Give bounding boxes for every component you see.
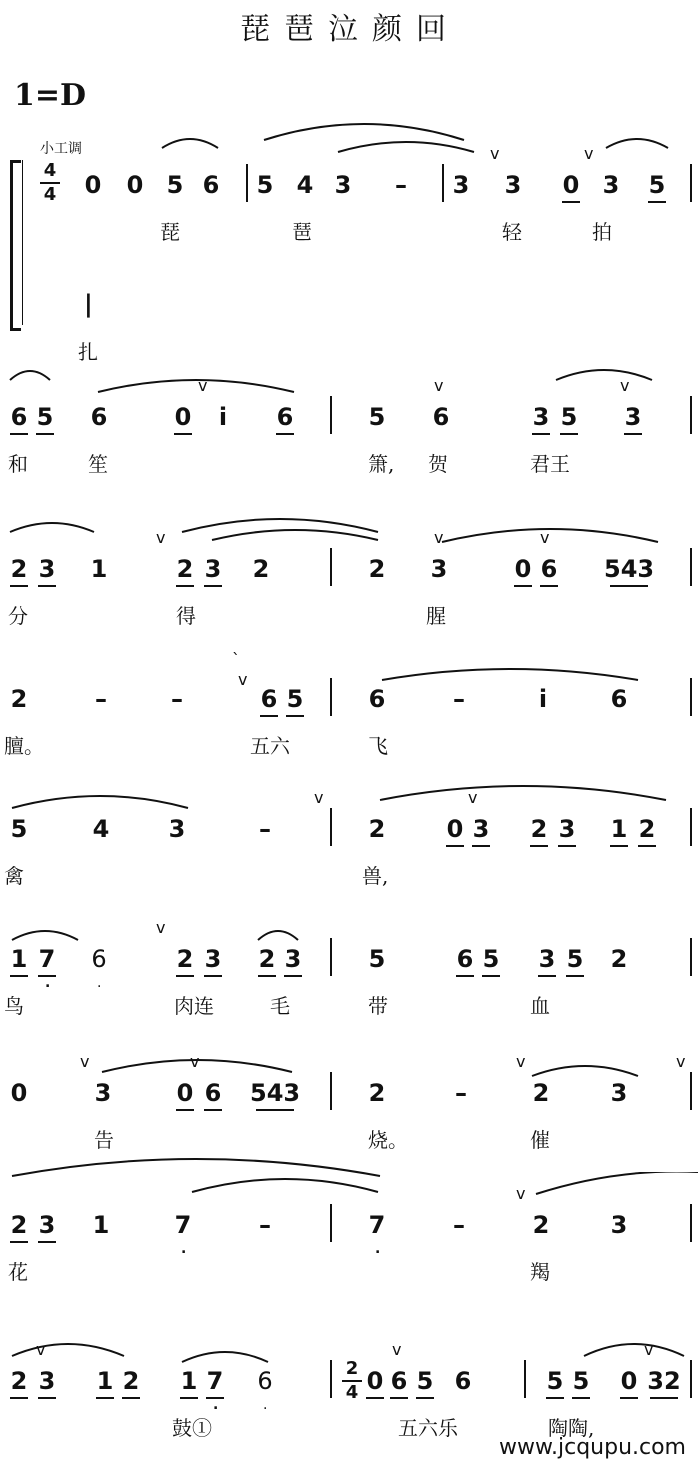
breath-mark: v xyxy=(434,376,444,395)
note: 6 xyxy=(384,1366,414,1396)
note: 1 xyxy=(92,1211,110,1239)
breath-mark: v xyxy=(392,1340,402,1359)
note: 0 xyxy=(508,554,538,584)
note: 6 xyxy=(432,403,450,431)
note: 3 xyxy=(198,944,228,974)
time-signature xyxy=(40,162,60,204)
bar-line xyxy=(330,1204,332,1242)
note: 0 xyxy=(170,1078,200,1108)
note: 7 . xyxy=(206,1367,224,1413)
note: – xyxy=(453,685,465,713)
note: 6 xyxy=(610,685,628,713)
note: – xyxy=(95,685,107,713)
lyric: 告 xyxy=(94,1128,114,1152)
note: 543 xyxy=(604,554,654,584)
bar-line xyxy=(690,396,692,434)
note: 2 xyxy=(4,554,34,584)
note: 6 xyxy=(368,685,386,713)
note: – xyxy=(395,171,407,199)
lyric: 兽, xyxy=(362,864,389,888)
breath-mark: v xyxy=(156,528,166,547)
note: 4 xyxy=(92,815,110,843)
note: 5 xyxy=(30,402,60,432)
lyric: 陶陶, xyxy=(548,1416,595,1440)
bar-line xyxy=(330,548,332,586)
slur xyxy=(100,1052,294,1074)
lyric: 笙 xyxy=(88,452,108,476)
note: i xyxy=(538,685,548,713)
lyric: 得 xyxy=(176,604,196,628)
lyric: 和 xyxy=(8,452,28,476)
note: 1 xyxy=(90,555,108,583)
bar-line xyxy=(690,678,692,716)
lyric: 琶 xyxy=(292,220,312,244)
note: 5 xyxy=(280,684,310,714)
slur xyxy=(10,788,190,810)
note: 2 xyxy=(632,814,662,844)
breath-mark: ˋ xyxy=(232,650,240,669)
breath-mark: v xyxy=(190,1052,200,1071)
note: – xyxy=(453,1211,465,1239)
lyric: 飞 xyxy=(368,734,388,758)
lyric: 腥 xyxy=(426,604,446,628)
note: 5 xyxy=(256,171,274,199)
bar-line xyxy=(330,938,332,976)
slur xyxy=(8,362,52,382)
note: 2 xyxy=(368,555,386,583)
note: 6 xyxy=(534,554,564,584)
note: – xyxy=(455,1079,467,1107)
note: 5 xyxy=(560,944,590,974)
note: 7 . xyxy=(368,1211,386,1257)
system-bracket xyxy=(10,160,21,331)
bar-line xyxy=(690,938,692,976)
note: 5 xyxy=(410,1366,440,1396)
note: 2 xyxy=(532,1211,550,1239)
slur xyxy=(336,134,476,154)
note: – xyxy=(259,1211,271,1239)
slur xyxy=(8,514,96,534)
slur xyxy=(378,776,668,802)
note: 2 xyxy=(170,944,200,974)
bar-line xyxy=(690,1360,692,1398)
note: 2 xyxy=(252,555,270,583)
breath-mark: v xyxy=(516,1184,526,1203)
note: 2 xyxy=(532,1079,550,1107)
note: 543 xyxy=(250,1078,300,1108)
breath-mark: v xyxy=(644,1340,654,1359)
note: 2 xyxy=(368,815,386,843)
breath-mark: v xyxy=(620,376,630,395)
note: 6 xyxy=(198,1078,228,1108)
time-signature-bottom: 4 xyxy=(43,184,57,205)
note: 0 xyxy=(360,1366,390,1396)
note: 5 xyxy=(566,1366,596,1396)
note: 5 xyxy=(10,815,28,843)
lyric: 鸟 xyxy=(4,994,24,1018)
bar-line xyxy=(246,164,248,202)
note: 3 xyxy=(618,402,648,432)
slur xyxy=(530,1058,640,1078)
note: 6 xyxy=(454,1367,472,1395)
lyric: 拍 xyxy=(592,220,612,244)
note: 2 xyxy=(170,554,200,584)
slur xyxy=(380,662,640,682)
key-signature: 1=D xyxy=(14,78,87,113)
note: 3 xyxy=(168,815,186,843)
slur xyxy=(180,1344,270,1364)
slur xyxy=(582,1336,686,1358)
breath-mark: v xyxy=(434,528,444,547)
note: 5 xyxy=(368,403,386,431)
breath-mark: v xyxy=(198,376,208,395)
breath-mark: v xyxy=(540,528,550,547)
bar-line xyxy=(330,808,332,846)
note: 5 xyxy=(166,171,184,199)
aside-lyric: 扎 xyxy=(78,340,98,364)
slur xyxy=(604,130,670,150)
note: 2 xyxy=(368,1079,386,1107)
note: 3 xyxy=(610,1079,628,1107)
note: 7 . xyxy=(38,945,56,991)
note: 2 xyxy=(524,814,554,844)
slur xyxy=(256,922,300,942)
note: 3 xyxy=(610,1211,628,1239)
bar-line xyxy=(690,808,692,846)
note: 2 xyxy=(4,1366,34,1396)
lyric: 毛 xyxy=(270,994,290,1018)
note: 6 . xyxy=(257,1367,273,1413)
lyric: 分 xyxy=(8,604,28,628)
bar-line xyxy=(690,1204,692,1242)
breath-mark: v xyxy=(584,144,594,163)
tempo-mark: 小工调 xyxy=(40,141,82,157)
note: 6 xyxy=(254,684,284,714)
breath-mark: v xyxy=(238,670,248,689)
breath-mark: v xyxy=(156,918,166,937)
lyric: 花 xyxy=(8,1260,28,1284)
breath-mark: v xyxy=(516,1052,526,1071)
note: 3 xyxy=(198,554,228,584)
note: 6 xyxy=(202,171,220,199)
note: 3 xyxy=(430,555,448,583)
bar-line xyxy=(690,548,692,586)
lyric: 君王 xyxy=(530,452,570,476)
aside-mark: | xyxy=(84,290,93,318)
note: 3 xyxy=(552,814,582,844)
note: 2 xyxy=(116,1366,146,1396)
bar-line xyxy=(330,678,332,716)
breath-mark: v xyxy=(36,1340,46,1359)
note: 5 xyxy=(368,945,386,973)
note: 3 xyxy=(532,944,562,974)
note: 3 xyxy=(452,171,470,199)
lyric: 琵 xyxy=(160,220,180,244)
note: 5 xyxy=(554,402,584,432)
slur xyxy=(210,522,380,542)
note: 2 xyxy=(610,945,628,973)
breath-mark: v xyxy=(314,788,324,807)
lyric: 血 xyxy=(530,994,550,1018)
watermark: www.jcqupu.com xyxy=(499,1435,686,1460)
note: 32 xyxy=(644,1366,684,1396)
note: 3 xyxy=(278,944,308,974)
note: 5 xyxy=(476,944,506,974)
note: – xyxy=(171,685,183,713)
note: 6 xyxy=(4,402,34,432)
lyric: 禽 xyxy=(4,864,24,888)
time-signature-bottom: 4 xyxy=(345,1382,359,1403)
note: 6 . xyxy=(91,945,107,991)
lyric: 轻 xyxy=(502,220,522,244)
note: 3 xyxy=(334,171,352,199)
note: 1 xyxy=(604,814,634,844)
note: 3 xyxy=(466,814,496,844)
lyric: 催 xyxy=(530,1128,550,1152)
note: 3 xyxy=(504,171,522,199)
note: 3 xyxy=(602,171,620,199)
note: 2 xyxy=(252,944,282,974)
bar-line xyxy=(690,164,692,202)
slur xyxy=(160,130,220,150)
breath-mark: v xyxy=(80,1052,90,1071)
note: 5 xyxy=(540,1366,570,1396)
lyric: 贺 xyxy=(428,452,448,476)
note: 1 xyxy=(90,1366,120,1396)
note: 3 xyxy=(32,1366,62,1396)
note: 6 xyxy=(270,402,300,432)
slur xyxy=(10,922,80,942)
note: 2 xyxy=(4,1210,34,1240)
note: 2 xyxy=(10,685,28,713)
bar-line xyxy=(330,1072,332,1110)
bar-line xyxy=(330,1360,332,1398)
note: 3 xyxy=(32,1210,62,1240)
bar-line xyxy=(442,164,444,202)
slur xyxy=(96,372,296,394)
note: i xyxy=(218,403,228,431)
lyric: 肉连 xyxy=(174,994,214,1018)
note: 0 xyxy=(556,170,586,200)
note: 6 xyxy=(450,944,480,974)
breath-mark: v xyxy=(490,144,500,163)
slur xyxy=(534,1172,700,1196)
lyric: 鼓① xyxy=(172,1416,212,1440)
lyric: 箫, xyxy=(368,452,395,476)
slur xyxy=(554,362,654,382)
bar-line xyxy=(690,1072,692,1110)
note: 0 xyxy=(440,814,470,844)
slur xyxy=(190,1170,380,1194)
note: 1 xyxy=(4,944,34,974)
note: 5 xyxy=(642,170,672,200)
note: 0 xyxy=(614,1366,644,1396)
note: 3 xyxy=(94,1079,112,1107)
note: 3 xyxy=(526,402,556,432)
note: 0 xyxy=(84,171,102,199)
time-signature-top: 2 xyxy=(345,1358,359,1379)
slur xyxy=(440,520,660,544)
note: 1 xyxy=(174,1366,204,1396)
lyric: 膻。 xyxy=(4,734,44,758)
breath-mark: v xyxy=(468,788,478,807)
note: 0 xyxy=(168,402,198,432)
breath-mark: v xyxy=(676,1052,686,1071)
bar-line xyxy=(524,1360,526,1398)
note: 3 xyxy=(32,554,62,584)
lyric: 羯 xyxy=(530,1260,550,1284)
note: 0 xyxy=(126,171,144,199)
note: 4 xyxy=(296,171,314,199)
slur xyxy=(10,1336,126,1358)
bar-line xyxy=(330,396,332,434)
note: – xyxy=(259,815,271,843)
note: 6 xyxy=(90,403,108,431)
note: 7 . xyxy=(174,1211,192,1257)
song-title: 琵琶泣颜回 xyxy=(240,12,460,47)
system-bracket-line xyxy=(22,160,23,325)
lyric: 五六乐 xyxy=(398,1416,458,1440)
lyric: 烧。 xyxy=(368,1128,408,1152)
time-signature-2 xyxy=(342,1360,362,1402)
lyric: 五六 xyxy=(250,734,290,758)
lyric: 带 xyxy=(368,994,388,1018)
note: 0 xyxy=(10,1079,28,1107)
time-signature-top: 4 xyxy=(43,160,57,181)
